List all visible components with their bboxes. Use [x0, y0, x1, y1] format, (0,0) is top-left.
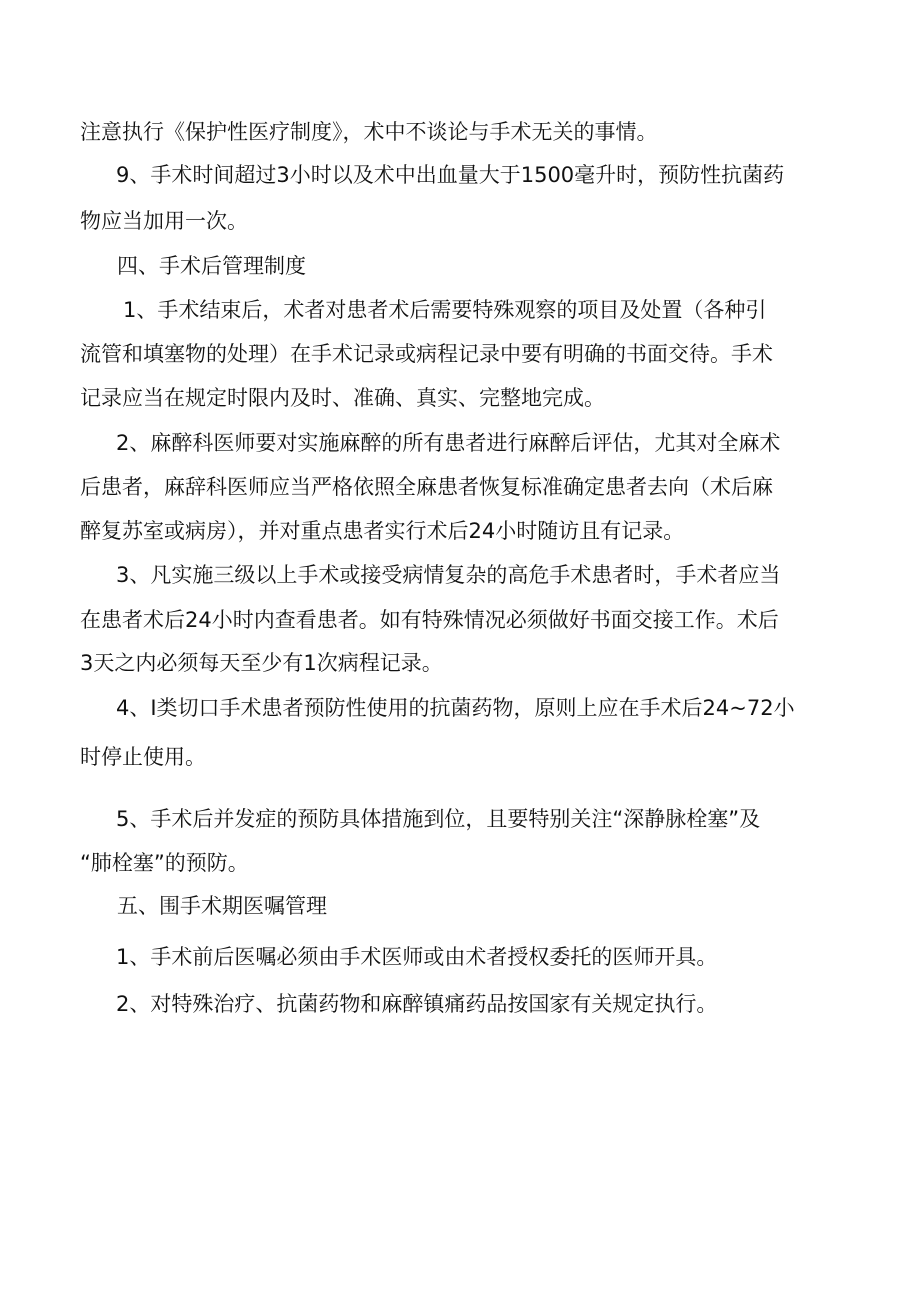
text-line-5: 1、手术结束后，术者对患者术后需要特殊观察的项目及处置（各种引 — [123, 298, 767, 322]
text-line-11: 3、凡实施三级以上手术或接受病情复杂的高危手术患者时，手术者应当 — [116, 563, 781, 587]
text-line-7: 记录应当在规定时限内及时、准确、真实、完整地完成。 — [80, 386, 605, 410]
text-line-16: 5、手术后并发症的预防具体措施到位，且要特别关注“深静脉栓塞”及 — [116, 807, 761, 831]
text-line-15: 时停止使用。 — [80, 745, 206, 769]
text-line-19: 1、手术前后医嘱必须由手术医师或由术者授权委托的医师开具。 — [116, 945, 718, 969]
text-line-17: “肺栓塞”的预防。 — [80, 851, 249, 875]
section-heading-5: 五、围手术期医嘱管理 — [117, 894, 327, 918]
text-line-10: 醉复苏室或病房），并对重点患者实行术后24小时随访且有记录。 — [80, 519, 685, 543]
text-line-13: 3天之内必须每天至少有1次病程记录。 — [80, 651, 443, 675]
text-line-8: 2、麻醉科医师要对实施麻醉的所有患者进行麻醉后评估，尤其对全麻术 — [116, 431, 781, 455]
text-line-6: 流管和填塞物的处理）在手术记录或病程记录中要有明确的书面交待。手术 — [80, 342, 773, 366]
text-line-1: 注意执行《保护性医疗制度》，术中不谈论与手术无关的事情。 — [80, 120, 658, 144]
text-line-9: 后患者，麻辞科医师应当严格依照全麻患者恢复标准确定患者去向（术后麻 — [80, 475, 773, 499]
text-line-3: 物应当加用一次。 — [80, 209, 248, 233]
text-line-20: 2、对特殊治疗、抗菌药物和麻醉镇痛药品按国家有关规定执行。 — [116, 992, 718, 1016]
text-line-14: 4、I类切口手术患者预防性使用的抗菌药物，原则上应在手术后24~72小 — [116, 696, 795, 720]
text-line-2: 9、手术时间超过3小时以及术中出血量大于1500毫升时，预防性抗菌药 — [116, 163, 785, 187]
section-heading-4: 四、手术后管理制度 — [117, 254, 306, 278]
text-line-12: 在患者术后24小时内查看患者。如有特殊情况必须做好书面交接工作。术后 — [80, 608, 779, 632]
